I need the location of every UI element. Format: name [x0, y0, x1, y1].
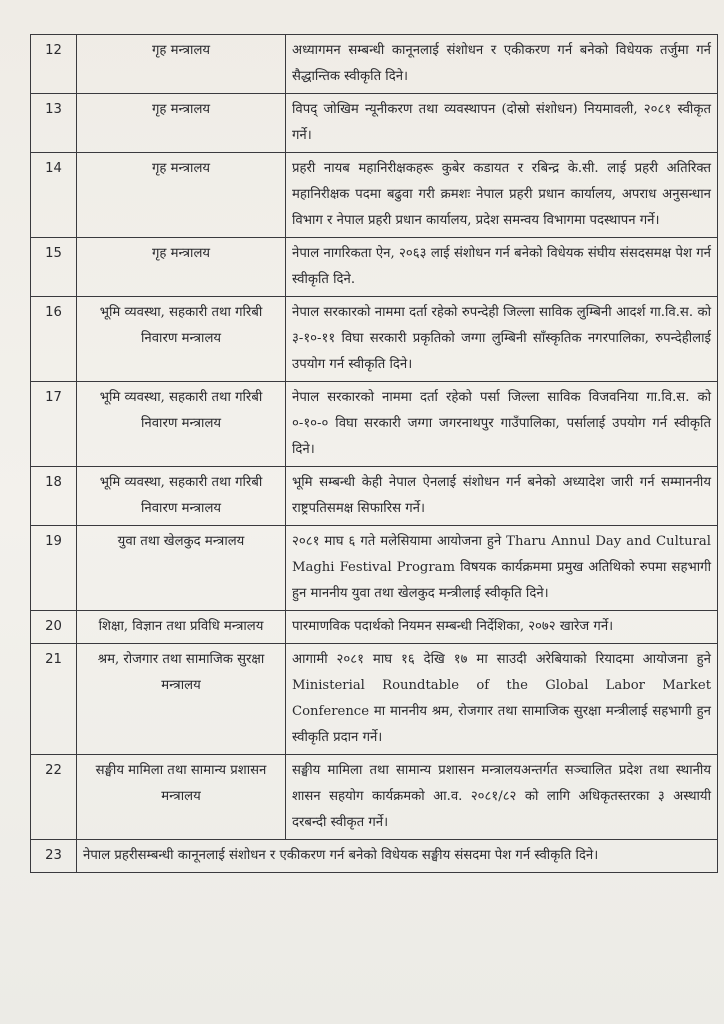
- ministry-cell: भूमि व्यवस्था, सहकारी तथा गरिबी निवारण मन्त्रालय: [77, 467, 286, 526]
- ministry-cell: गृह मन्त्रालय: [77, 153, 286, 238]
- decisions-table: [30, 34, 718, 873]
- row-number: 16: [31, 297, 77, 382]
- table-row: [31, 297, 718, 382]
- row-number: 12: [31, 35, 77, 94]
- row-number: 22: [31, 755, 77, 840]
- decision-cell: पारमाणविक पदार्थको नियमन सम्बन्धी निर्देशिका, २०७२ खारेज गर्ने।: [286, 611, 718, 644]
- row-number: 14: [31, 153, 77, 238]
- row-number: 13: [31, 94, 77, 153]
- table-row: [31, 611, 718, 644]
- ministry-cell: भूमि व्यवस्था, सहकारी तथा गरिबी निवारण मन्त्रालय: [77, 382, 286, 467]
- decision-cell: आगामी २०८१ माघ १६ देखि १७ मा साउदी अरेबियाको रियादमा आयोजना हुने Ministerial Roundtable of the Global Labor Market Conference मा माननीय श्रम, रोजगार तथा सामाजिक सुरक्षा मन्त्रीलाई सहभागी हुन स्वीकृति प्रदान गर्ने।: [286, 644, 718, 755]
- ministry-cell: गृह मन्त्रालय: [77, 94, 286, 153]
- ministry-cell: गृह मन्त्रालय: [77, 35, 286, 94]
- row-number: 23: [31, 840, 77, 873]
- table-row: [31, 382, 718, 467]
- row-number: 17: [31, 382, 77, 467]
- table-row: [31, 238, 718, 297]
- decision-cell: नेपाल नागरिकता ऐन, २०६३ लाई संशोधन गर्न बनेको विधेयक संघीय संसदसमक्ष पेश गर्न स्वीकृति दिने.: [286, 238, 718, 297]
- table-row: [31, 467, 718, 526]
- ministry-cell: गृह मन्त्रालय: [77, 238, 286, 297]
- decision-cell: सङ्घीय मामिला तथा सामान्य प्रशासन मन्त्रालयअन्तर्गत सञ्चालित प्रदेश तथा स्थानीय शासन सहयोग कार्यक्रमको आ.व. २०८१/८२ को लागि अधिकृतस्तरका ३ अस्थायी दरबन्दी स्वीकृत गर्ने।: [286, 755, 718, 840]
- row-number: 19: [31, 526, 77, 611]
- decision-cell: प्रहरी नायब महानिरीक्षकहरू कुबेर कडायत र रबिन्द्र के.सी. लाई प्रहरी अतिरिक्त महानिरीक्षक पदमा बढुवा गरी क्रमशः नेपाल प्रहरी प्रधान कार्यालय, अपराध अनुसन्धान विभाग र नेपाल प्रहरी प्रधान कार्यालय, प्रदेश समन्वय विभागमा पदस्थापन गर्ने।: [286, 153, 718, 238]
- decision-cell: नेपाल सरकारको नाममा दर्ता रहेको पर्सा जिल्ला साविक विजवनिया गा.वि.स. को ०-१०-० विघा सरकारी जग्गा जगरनाथपुर गाउँपालिका, पर्सालाई उपयोग गर्न स्वीकृति दिने।: [286, 382, 718, 467]
- row-number: 15: [31, 238, 77, 297]
- table-row: [31, 644, 718, 755]
- row-number: 20: [31, 611, 77, 644]
- ministry-cell: युवा तथा खेलकुद मन्त्रालय: [77, 526, 286, 611]
- ministry-cell: शिक्षा, विज्ञान तथा प्रविधि मन्त्रालय: [77, 611, 286, 644]
- decision-cell: अध्यागमन सम्बन्धी कानूनलाई संशोधन र एकीकरण गर्न बनेको विधेयक तर्जुमा गर्न सैद्धान्तिक स्वीकृति दिने।: [286, 35, 718, 94]
- table-row: [31, 35, 718, 94]
- decision-cell: नेपाल सरकारको नाममा दर्ता रहेको रुपन्देही जिल्ला साविक लुम्बिनी आदर्श गा.वि.स. को ३-१०-११ विघा सरकारी प्रकृतिको जग्गा लुम्बिनी साँस्कृतिक नगरपालिका, रुपन्देहीलाई उपयोग गर्न स्वीकृति दिने।: [286, 297, 718, 382]
- decisions-table-body: [31, 35, 718, 873]
- decision-cell-merged: नेपाल प्रहरीसम्बन्धी कानूनलाई संशोधन र एकीकरण गर्न बनेको विधेयक सङ्घीय संसदमा पेश गर्न स्वीकृति दिने।: [77, 840, 718, 873]
- ministry-cell: सङ्घीय मामिला तथा सामान्य प्रशासन मन्त्रालय: [77, 755, 286, 840]
- table-row: [31, 840, 718, 873]
- ministry-cell: श्रम, रोजगार तथा सामाजिक सुरक्षा मन्त्रालय: [77, 644, 286, 755]
- table-row: [31, 153, 718, 238]
- ministry-cell: भूमि व्यवस्था, सहकारी तथा गरिबी निवारण मन्त्रालय: [77, 297, 286, 382]
- decision-cell: विपद् जोखिम न्यूनीकरण तथा व्यवस्थापन (दोस्रो संशोधन) नियमावली, २०८१ स्वीकृत गर्ने।: [286, 94, 718, 153]
- table-row: [31, 94, 718, 153]
- table-row: [31, 526, 718, 611]
- decision-cell: २०८१ माघ ६ गते मलेसियामा आयोजना हुने Tharu Annul Day and Cultural Maghi Festival Program विषयक कार्यक्रममा प्रमुख अतिथिको रुपमा सहभागी हुन माननीय युवा तथा खेलकुद मन्त्रीलाई स्वीकृति दिने।: [286, 526, 718, 611]
- row-number: 21: [31, 644, 77, 755]
- row-number: 18: [31, 467, 77, 526]
- decision-cell: भूमि सम्बन्धी केही नेपाल ऐनलाई संशोधन गर्न बनेको अध्यादेश जारी गर्न सम्माननीय राष्ट्रपतिसमक्ष सिफारिस गर्ने।: [286, 467, 718, 526]
- table-row: [31, 755, 718, 840]
